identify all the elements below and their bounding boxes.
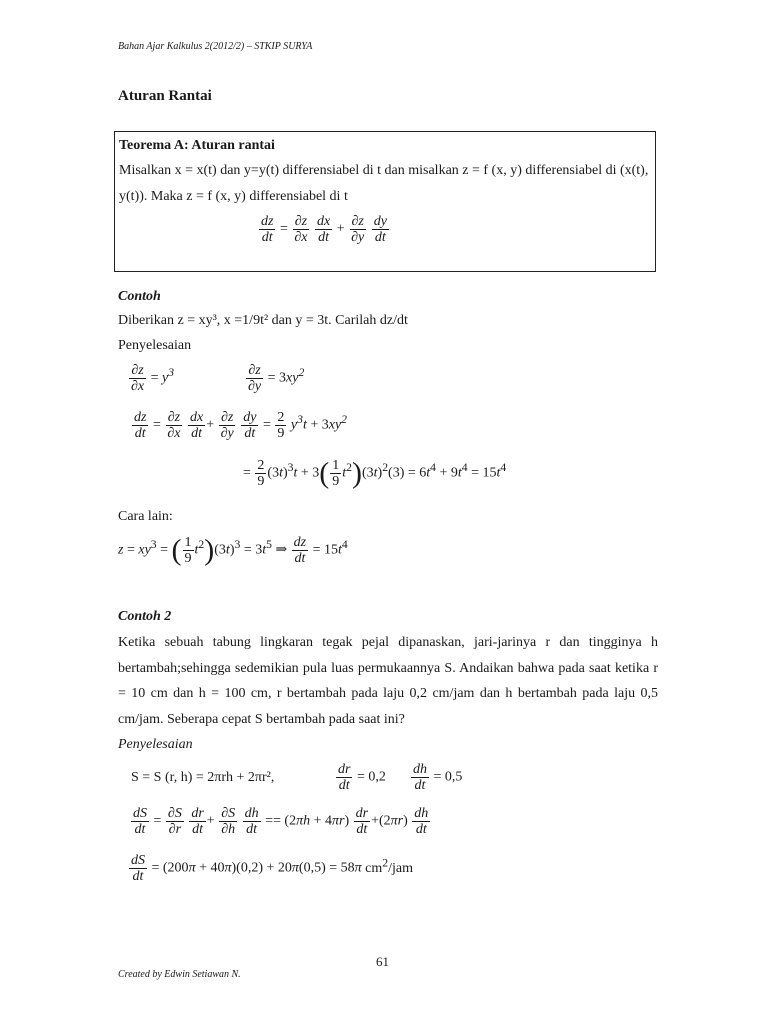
theorem-line-1: Misalkan x = x(t) dan y=y(t) differensiabel di t dan misalkan z = f (x, y) differensiabel di (x(t), [119, 163, 649, 178]
theorem-formula: $\frac{dz}{dt}$ = $\frac{\partial z}{\partial x}$ $\frac{dx}{dt}$ + $\frac{\partial z}{\partial y}$ $\frac{dy}{dt}$ [261, 214, 387, 245]
example-1-title: Contoh [118, 289, 161, 304]
dr-dt: $\frac{dr}{dt}$ = 0,2 [338, 762, 386, 793]
footer-credit: Created by Edwin Setiawan N. [118, 969, 241, 980]
example-2-title: Contoh 2 [118, 609, 172, 624]
page-number: 61 [376, 954, 389, 969]
example-2-solution-label: Penyelesaian [118, 737, 193, 752]
page-header: Bahan Ajar Kalkulus 2(2012/2) – STKIP SURYA [118, 41, 313, 52]
alt-method-formula: $z = xy^3$ = ( $\frac{1}{9}$ $t^2)(3t)^3 = 3t^5$ ⇒ $\frac{dz}{dt}$ = $15t^4$ [118, 533, 348, 567]
partial-z-x: $\frac{\partial z}{\partial x}$ = $y^3$ [131, 363, 175, 394]
surface-chain-rule: $\frac{dS}{dt}$ = $\frac{\partial S}{\partial r}$ $\frac{dr}{dt}$ + $\frac{\partial S}{\partial h}$ $\frac{dh}{dt}$ == (2πh + 4πr) $\frac{dr}{dt}$ +(2πr) $\frac{dh}{dt}$ [133, 806, 429, 837]
theorem-title: Teorema A: Aturan rantai [119, 138, 275, 153]
section-title: Aturan Rantai [118, 88, 212, 104]
example-1-solution-label: Penyelesaian [118, 338, 192, 353]
theorem-box [114, 131, 656, 272]
example-2-problem: Ketika sebuah tabung lingkaran tegak pejal dipanaskan, jari-jarinya r dan tingginya h bertambah;sehingga sedemikian pula luas permukaannya S. Andaikan bahwa pada saat ketika r = 10 cm dan h = 100 cm, r bertambah pada laju 0,2 cm/jam dan h bertambah pada laju 0,5 cm/jam. Seberapa cepat S bertambah pada saat ini? [118, 635, 658, 727]
chain-step-1: $\frac{dz}{dt}$ = $\frac{\partial z}{\partial x}$ $\frac{dx}{dt}$ + $\frac{\partial z}{\partial y}$ $\frac{dy}{dt}$ = $\frac{2}{9}$ $y^3t + 3xy^2$ [134, 410, 347, 441]
theorem-line-2: y(t)). Maka z = f (x, y) differensiabel di t [119, 189, 348, 204]
chain-step-2: = $\frac{2}{9}$ $(3t)^3t + 3$( $\frac{1}{9}$ $t^2)(3t)^2(3) = 6t^4 + 9t^4 = 15t^4$ [243, 456, 507, 490]
surface-result: $\frac{dS}{dt}$ = (200π + 40π)(0,2) + 20π(0,5) = 58π $cm^2$/jam [131, 853, 413, 884]
alt-method-label: Cara lain: [118, 509, 173, 524]
example-1-problem: Diberikan z = xy³, x =1/9t² dan y = 3t. Carilah dz/dt [118, 313, 408, 328]
dh-dt: $\frac{dh}{dt}$ = 0,5 [413, 762, 463, 793]
surface-area-formula: S = S (r, h) = 2πrh + 2πr², [131, 770, 275, 785]
partial-z-y: $\frac{\partial z}{\partial y}$ = $3xy^2$ [248, 363, 305, 394]
